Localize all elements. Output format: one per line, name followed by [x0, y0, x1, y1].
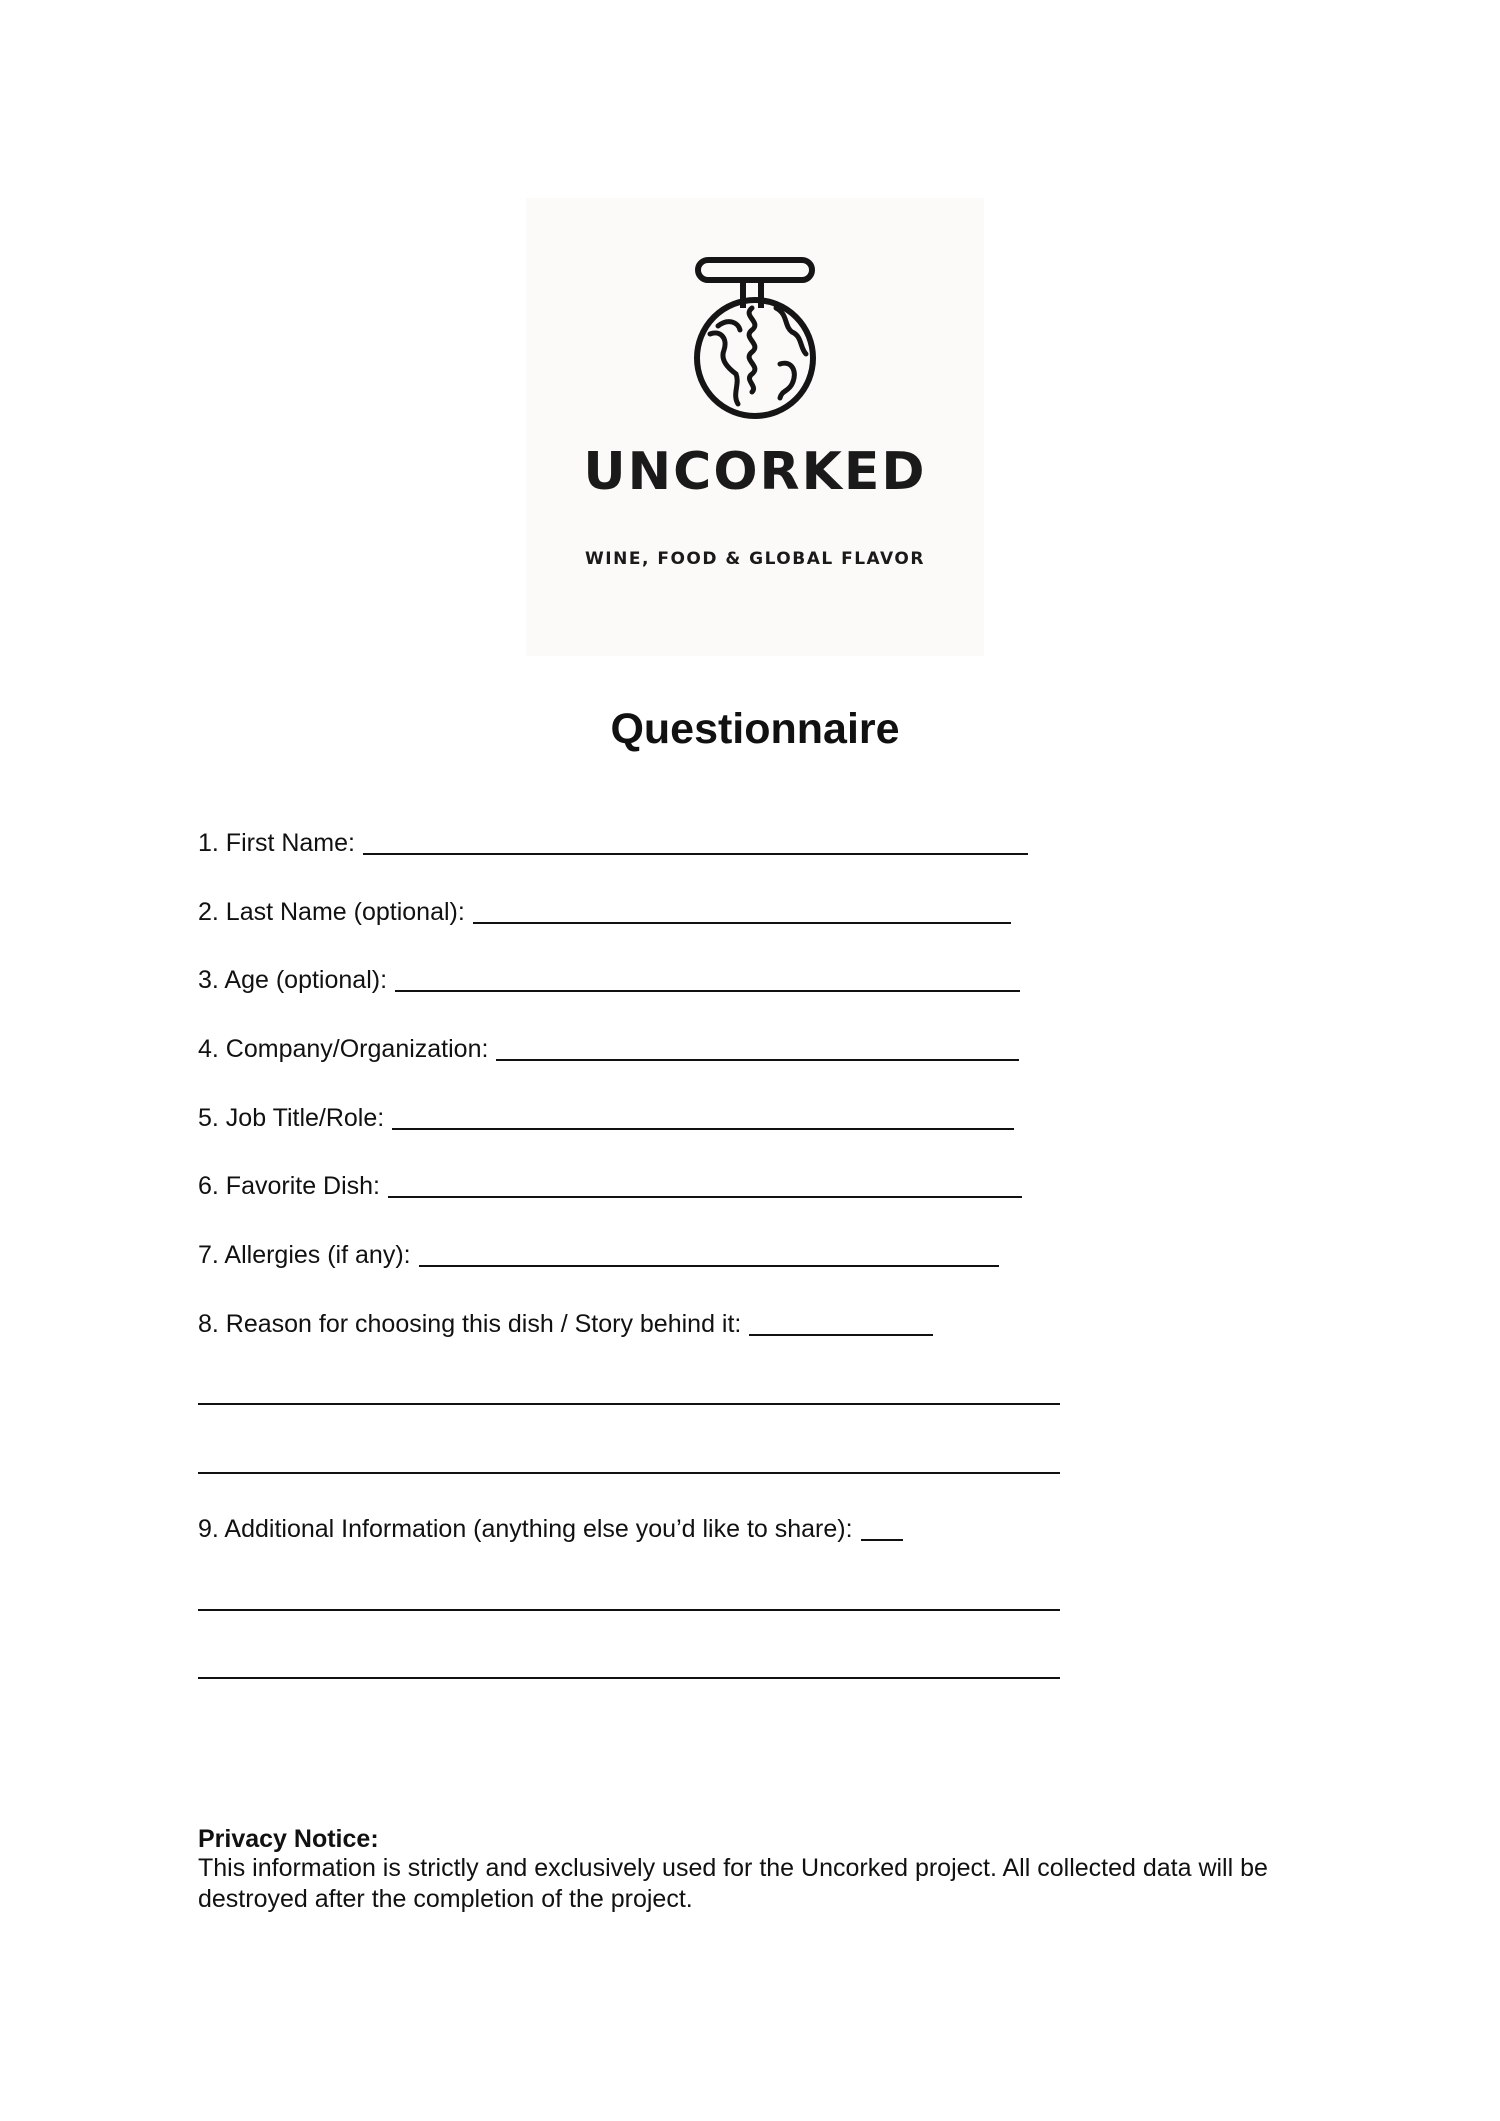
privacy-notice-title: Privacy Notice: — [198, 1825, 379, 1853]
age-input[interactable] — [395, 968, 1020, 992]
brand-name: UNCORKED — [583, 442, 927, 502]
field-label: 5. Job Title/Role: — [198, 1104, 385, 1132]
favorite-dish-input[interactable] — [388, 1174, 1022, 1198]
reason-input[interactable] — [749, 1312, 933, 1336]
field-company — [198, 1034, 1019, 1064]
additional-info-input-line-2[interactable] — [198, 1609, 1060, 1611]
field-reason — [198, 1309, 933, 1339]
field-label: 2. Last Name (optional): — [198, 898, 465, 926]
job-title-input[interactable] — [392, 1106, 1014, 1130]
additional-info-input[interactable] — [861, 1517, 903, 1541]
field-label: 9. Additional Information (anything else you’d like to share): — [198, 1515, 853, 1543]
brand-tagline: WINE, FOOD & GLOBAL FLAVOR — [585, 549, 925, 569]
field-label: 1. First Name: — [198, 829, 355, 857]
field-allergies — [198, 1240, 999, 1270]
field-last-name — [198, 897, 1011, 927]
field-label: 6. Favorite Dish: — [198, 1172, 381, 1200]
logo — [526, 198, 984, 656]
field-age — [198, 965, 1020, 995]
field-first-name — [198, 828, 1028, 858]
reason-input-line-3[interactable] — [198, 1472, 1060, 1474]
field-favorite-dish — [198, 1171, 1022, 1201]
last-name-input[interactable] — [473, 900, 1011, 924]
field-job-title — [198, 1103, 1014, 1133]
reason-input-line-2[interactable] — [198, 1403, 1060, 1405]
first-name-input[interactable] — [363, 831, 1028, 855]
privacy-notice-text: This information is strictly and exclusively used for the Uncorked project. All collected data will be destroyed after the completion of the project. — [198, 1854, 1268, 1913]
field-label: 4. Company/Organization: — [198, 1035, 489, 1063]
additional-info-input-line-3[interactable] — [198, 1677, 1060, 1679]
page-title: Questionnaire — [610, 705, 900, 753]
field-label: 7. Allergies (if any): — [198, 1241, 411, 1269]
field-label: 8. Reason for choosing this dish / Story behind it: — [198, 1310, 742, 1338]
field-label: 3. Age (optional): — [198, 966, 388, 994]
allergies-input[interactable] — [419, 1243, 999, 1267]
field-additional-info — [198, 1514, 903, 1544]
company-input[interactable] — [496, 1037, 1019, 1061]
corkscrew-globe-icon — [688, 256, 822, 420]
